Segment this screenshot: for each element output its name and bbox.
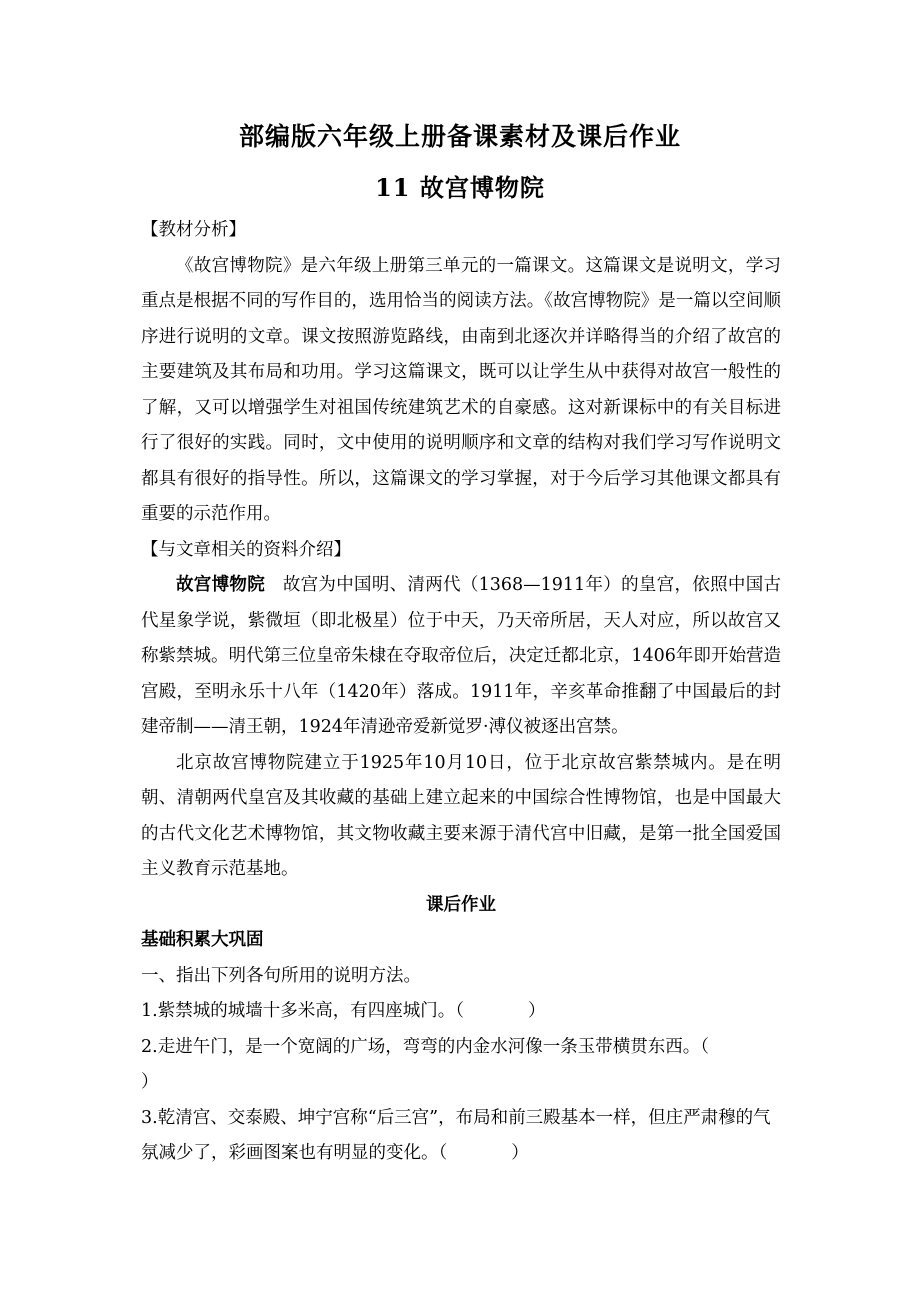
question-item [141,1030,781,1101]
question-item-text: 3.乾清宫、交泰殿、坤宁宫称“后三宫”，布局和前三殿基本一样，但庄严肃穆的气氛减少了，彩画图案也有明显的变化。（ [141,1107,771,1163]
lesson-title: 11 故宫博物院 [375,173,545,202]
question-item [141,994,781,1030]
homework-subheading: 基础积累大巩固 [141,930,264,950]
document-body [141,213,781,1172]
question-title: 一、指出下列各句所用的说明方法。 [141,965,421,986]
materials-paragraph-2: 北京故宫博物院建立于1925年10月10日，位于北京故宫紫禁城内。是在明朝、清朝两代皇宫及其收藏的基础上建立起来的中国综合性博物馆，也是中国最大的古代文化艺术博物馆，其文物收藏主要来源于清代宫中旧藏，是第一批全国爱国主义教育示范基地。 [141,752,781,879]
materials-lead: 故宫博物院 [176,575,266,595]
question-item-close: ） [141,1072,159,1092]
materials-paragraph-1 [141,568,781,746]
question-item-text: 2.走进午门，是一个宽阔的广场，弯弯的内金水河像一条玉带横贯东西。（ [141,1036,709,1057]
materials-paragraph-1-text: 故宫为中国明、清两代（1368—1911年）的皇宫，依照中国古代星象学说，紫微垣（即北极星）位于中天，乃天帝所居，天人对应，所以故宫又称紫禁城。明代第三位皇帝朱棣在夺取帝位后，决定迁都北京，1406年即开始营造宫殿，至明永乐十八年（1420年）落成。1911年，辛亥革命推翻了中国最后的封建帝制——清王朝，1924年清逊帝爱新觉罗·溥仪被逐出宫禁。 [141,575,782,737]
question-item [141,1101,781,1172]
document-title: 部编版六年级上册备课素材及课后作业 [238,122,681,151]
homework-heading: 课后作业 [426,894,496,915]
question-item-close: ） [527,1001,546,1021]
question-item-text: 1.紫禁城的城墙十多米高，有四座城门。（ [141,1001,464,1021]
materials-heading: 【与文章相关的资料介绍】 [141,539,351,560]
analysis-paragraph: 《故宫博物院》是六年级上册第三单元的一篇课文。这篇课文是说明文，学习重点是根据不同的写作目的，选用恰当的阅读方法。《故宫博物院》是一篇以空间顺序进行说明的文章。课文按照游览路线，由南到北逐次并详略得当的介绍了故宫的主要建筑及其布局和功用。学习这篇课文，既可以让学生从中获得对故宫一般性的了解，又可以增强学生对祖国传统建筑艺术的自豪感。这对新课标中的有关目标进行了很好的实践。同时，文中使用的说明顺序和文章的结构对我们学习写作说明文都具有很好的指导性。所以，这篇课文的学习掌握，对于今后学习其他课文都具有重要的示范作用。 [141,255,781,524]
question-item-close: ） [511,1143,529,1163]
analysis-heading: 【教材分析】 [141,220,246,240]
